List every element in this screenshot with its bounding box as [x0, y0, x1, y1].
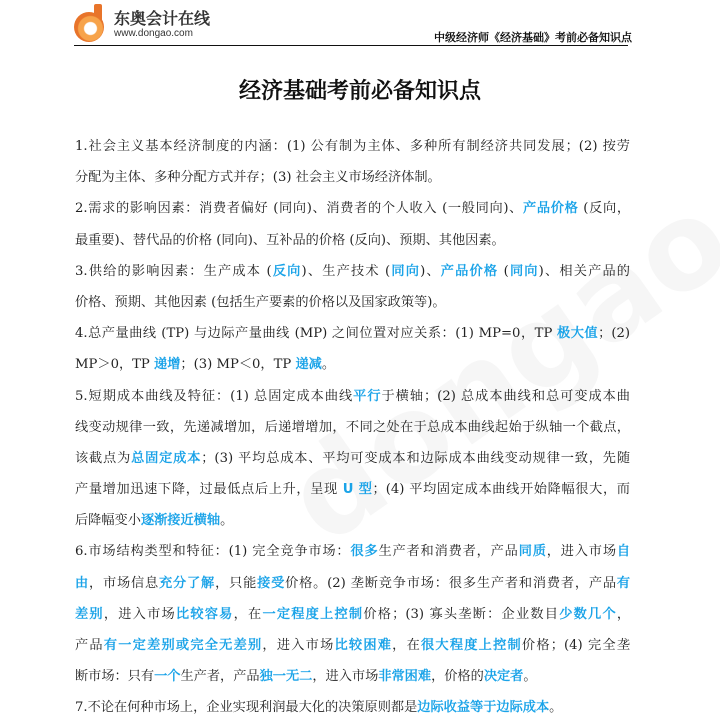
text-segment: 7.不论在何种市场上，企业实现利润最大化的决策原则都是: [75, 700, 418, 716]
text-segment: ；(3) MP＜0，TP: [180, 357, 296, 373]
text-segment: 2.需求的影响因素：消费者偏好 (同向)、消费者的个人收入 (一般同向)、: [75, 201, 524, 217]
highlighted-term: 递增: [154, 357, 181, 373]
highlighted-term: 差别: [75, 606, 104, 622]
text-line: [75, 666, 630, 697]
text-segment: )、相关产品的: [538, 263, 630, 279]
highlighted-term: 总固定成本: [131, 450, 202, 466]
text-line: [75, 136, 630, 167]
text-line: [75, 198, 630, 229]
highlighted-term: 比较困难: [334, 638, 393, 653]
highlighted-term: 由: [75, 575, 90, 591]
text-segment: ；(3) 平均总成本、平均可变成本和边际成本曲线变动规律一致，先随: [201, 450, 631, 466]
highlighted-term: 有一定差别或完全无差别: [103, 638, 263, 653]
text-line: [75, 292, 630, 323]
text-segment: ，进入市场: [103, 606, 176, 622]
text-line: [75, 604, 630, 635]
highlighted-term: 反向: [271, 263, 302, 279]
paragraph-3: [75, 261, 630, 323]
text-line: [75, 448, 630, 479]
text-segment: ，在: [392, 638, 422, 653]
highlighted-term: 独一无二: [259, 669, 313, 685]
text-segment: ，只能: [215, 575, 258, 591]
paragraph-5: [75, 386, 630, 542]
text-segment: ；(4) 平均固定成本曲线开始降幅很大，而: [372, 482, 630, 498]
text-line: [75, 510, 630, 541]
brand-url[interactable]: www.dongao.com: [114, 27, 193, 39]
text-line: [75, 635, 630, 666]
header-divider: [74, 45, 628, 46]
text-segment: 于横轴；(2) 总成本曲线和总可变成本曲: [381, 388, 630, 404]
paragraph-7: [75, 697, 630, 717]
text-segment: )、: [420, 263, 441, 279]
text-segment: 5.短期成本曲线及特征：(1) 总固定成本曲线: [75, 388, 354, 404]
text-segment: 后降幅变小: [75, 513, 141, 529]
text-segment: 。: [220, 513, 234, 529]
highlighted-term: 同质: [518, 544, 547, 560]
highlighted-term: 自: [616, 544, 631, 560]
text-segment: ，价格的: [431, 669, 484, 685]
text-segment: 价格。(2) 垄断竞争市场：很多生产者和消费者，产品: [285, 575, 617, 591]
highlighted-term: 极大值: [557, 326, 599, 342]
highlighted-term: 少数几个: [559, 606, 617, 622]
highlighted-term: 一个: [154, 669, 181, 685]
text-line: [75, 167, 630, 198]
text-segment: 生产者和消费者，产品: [378, 544, 519, 560]
text-segment: 3.供给的影响因素：生产成本 (: [75, 263, 272, 279]
text-segment: (: [498, 263, 509, 279]
text-segment: 该截点为: [75, 450, 132, 466]
text-segment: ，进入市场: [262, 638, 335, 653]
text-segment: MP＞0，TP: [75, 357, 155, 373]
paragraph-6: [75, 541, 630, 697]
highlighted-term: 充分了解: [159, 575, 216, 591]
text-segment: 产品: [75, 638, 104, 653]
highlighted-term: 一定程度上控制: [262, 606, 364, 622]
text-segment: 断市场：只有: [75, 669, 155, 685]
text-segment: ，进入市场: [546, 544, 617, 560]
text-segment: 1.社会主义基本经济制度的内涵：(1) 公有制为主体、多种所有制经济共同发展；(2) 按劳: [75, 139, 630, 154]
highlighted-term: 同向: [390, 263, 421, 279]
highlighted-term: U 型: [342, 482, 373, 498]
text-line: [75, 479, 630, 510]
text-line: [75, 261, 630, 292]
text-line: [75, 573, 630, 604]
highlighted-term: 有: [616, 575, 631, 591]
text-line: [75, 230, 630, 261]
brand-name: 东奥会计在线: [114, 8, 211, 28]
text-segment: 6.市场结构类型和特征：(1) 完全竞争市场：: [75, 544, 351, 560]
text-line: [75, 354, 630, 385]
highlighted-term: 同向: [508, 263, 539, 279]
text-line: [75, 541, 630, 572]
text-segment: 。: [523, 669, 537, 685]
text-segment: ；(2): [598, 326, 631, 342]
text-segment: ，在: [233, 606, 263, 622]
document-body: [75, 136, 630, 717]
text-segment: 线变动规律一致，先递减增加，后递增增加，不同之处在于总成本曲线起始于纵轴一个截点，: [75, 419, 630, 435]
logo-icon: [72, 4, 108, 44]
paragraph-1: [75, 136, 630, 198]
text-segment: (反向，: [578, 201, 631, 217]
text-segment: ，进入市场: [312, 669, 379, 685]
text-line: [75, 417, 630, 448]
text-line: [75, 386, 630, 417]
text-segment: 产量增加迅速下降，过最低点后上升，呈现: [75, 482, 343, 498]
text-segment: ，市场信息: [89, 575, 160, 591]
text-line: [75, 697, 630, 717]
text-segment: )、生产技术 (: [301, 263, 391, 279]
text-segment: 。: [321, 357, 336, 373]
highlighted-term: 边际收益等于边际成本: [417, 700, 550, 716]
highlighted-term: 逐渐接近横轴: [140, 513, 221, 529]
text-line: [75, 323, 630, 354]
page-title: 经济基础考前必备知识点: [238, 79, 481, 104]
text-segment: 价格；(4) 完全垄: [521, 638, 631, 653]
text-segment: 4.总产量曲线 (TP) 与边际产量曲线 (MP) 之间位置对应关系：(1) MP=0，TP: [75, 326, 558, 342]
text-segment: 。: [549, 700, 563, 716]
highlighted-term: 接受: [257, 575, 286, 591]
highlighted-term: 产品价格: [523, 201, 579, 217]
text-segment: 分配为主体、多种分配方式并存；(3) 社会主义市场经济体制。: [75, 170, 441, 186]
highlighted-term: 平行: [353, 388, 382, 404]
highlighted-term: 很多: [350, 544, 379, 560]
brand-logo[interactable]: [72, 4, 210, 44]
highlighted-term: 非常困难: [378, 669, 432, 685]
text-segment: 价格、预期、其他因素 (包括生产要素的价格以及国家政策等)。: [75, 294, 446, 310]
header-doc-label: 中级经济师《经济基础》考前必备知识点: [434, 31, 632, 44]
text-segment: 最重要)、替代品的价格 (同向)、互补品的价格 (反向)、预期、其他因素。: [75, 232, 505, 248]
highlighted-term: 产品价格: [440, 263, 499, 279]
text-segment: ，: [616, 606, 631, 622]
highlighted-term: 决定者: [483, 669, 524, 685]
text-segment: 价格；(3) 寡头垄断：企业数目: [363, 606, 560, 622]
highlighted-term: 很大程度上控制: [421, 638, 522, 653]
text-segment: 生产者，产品: [180, 669, 260, 685]
highlighted-term: 递减: [295, 357, 322, 373]
paragraph-2: [75, 198, 630, 260]
highlighted-term: 比较容易: [175, 606, 234, 622]
paragraph-4: [75, 323, 630, 385]
